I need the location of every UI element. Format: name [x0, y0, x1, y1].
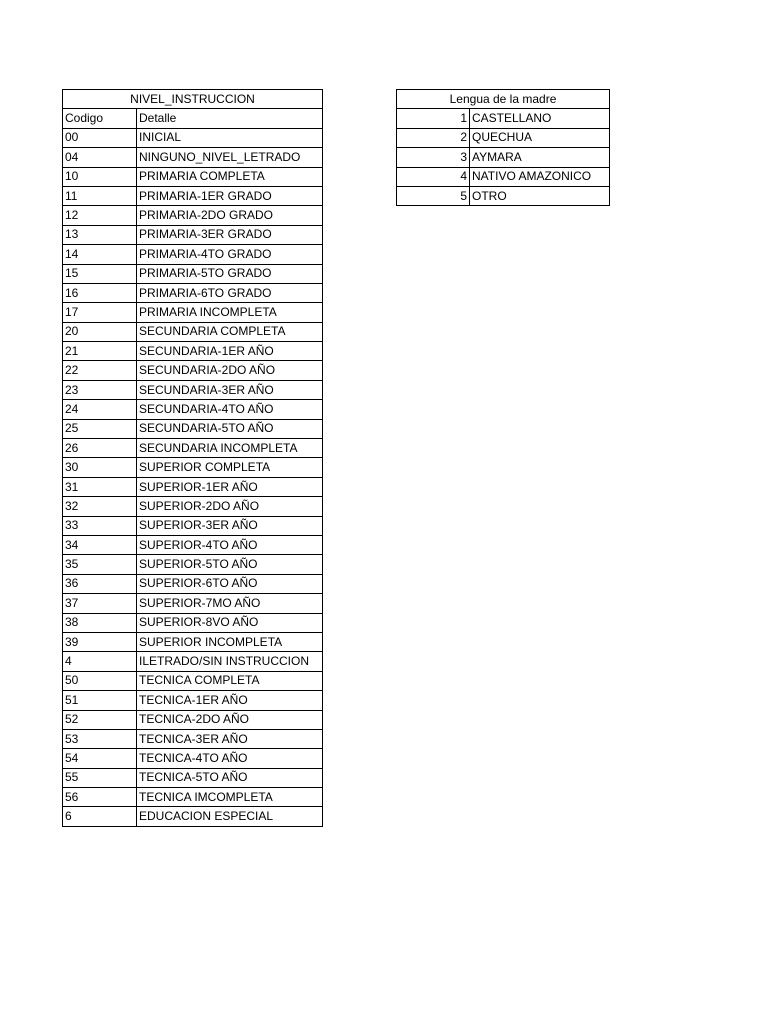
code-cell: 24	[63, 400, 137, 419]
table-row	[63, 380, 323, 399]
code-cell: 36	[63, 574, 137, 593]
code-cell: 4	[397, 167, 470, 186]
table-row	[397, 109, 610, 128]
table-row	[63, 594, 323, 613]
column-header-detalle: Detalle	[137, 109, 323, 128]
code-cell: 13	[63, 225, 137, 244]
detail-cell: SECUNDARIA-3ER AÑO	[137, 380, 323, 399]
table-row	[63, 671, 323, 690]
code-cell: 17	[63, 303, 137, 322]
code-cell: 51	[63, 691, 137, 710]
detail-cell: SECUNDARIA-4TO AÑO	[137, 400, 323, 419]
detail-cell: PRIMARIA-2DO GRADO	[137, 206, 323, 225]
code-cell: 30	[63, 458, 137, 477]
detail-cell: SUPERIOR-4TO AÑO	[137, 535, 323, 554]
detail-cell: SECUNDARIA-5TO AÑO	[137, 419, 323, 438]
table-row	[63, 710, 323, 729]
table-row	[63, 439, 323, 458]
code-cell: 52	[63, 710, 137, 729]
detail-cell: SUPERIOR-7MO AÑO	[137, 594, 323, 613]
lengua-madre-table	[396, 89, 610, 206]
code-cell: 4	[63, 652, 137, 671]
table-row	[63, 768, 323, 787]
table-title-row	[397, 90, 610, 109]
detail-cell: NINGUNO_NIVEL_LETRADO	[137, 148, 323, 167]
code-cell: 31	[63, 477, 137, 496]
code-cell: 23	[63, 380, 137, 399]
table-row	[63, 206, 323, 225]
table-row	[63, 322, 323, 341]
code-cell: 38	[63, 613, 137, 632]
table-row	[63, 148, 323, 167]
table-row	[63, 342, 323, 361]
code-cell: 26	[63, 439, 137, 458]
detail-cell: TECNICA COMPLETA	[137, 671, 323, 690]
detail-cell: SUPERIOR-6TO AÑO	[137, 574, 323, 593]
code-cell: 3	[397, 148, 470, 167]
column-header-codigo: Codigo	[63, 109, 137, 128]
table-row	[63, 186, 323, 205]
table-row	[63, 632, 323, 651]
detail-cell: QUECHUA	[470, 128, 610, 147]
code-cell: 21	[63, 342, 137, 361]
detail-cell: PRIMARIA INCOMPLETA	[137, 303, 323, 322]
table-row	[63, 419, 323, 438]
table-row	[63, 245, 323, 264]
table-row	[63, 167, 323, 186]
detail-cell: ILETRADO/SIN INSTRUCCION	[137, 652, 323, 671]
code-cell: 14	[63, 245, 137, 264]
table-row	[63, 477, 323, 496]
detail-cell: PRIMARIA-4TO GRADO	[137, 245, 323, 264]
table-row	[63, 361, 323, 380]
detail-cell: SUPERIOR-3ER AÑO	[137, 516, 323, 535]
nivel-instruccion-table	[62, 89, 323, 827]
detail-cell: OTRO	[470, 186, 610, 205]
code-cell: 32	[63, 497, 137, 516]
table-row	[63, 652, 323, 671]
detail-cell: TECNICA-3ER AÑO	[137, 729, 323, 748]
code-cell: 20	[63, 322, 137, 341]
table-row	[63, 613, 323, 632]
detail-cell: TECNICA-1ER AÑO	[137, 691, 323, 710]
detail-cell: AYMARA	[470, 148, 610, 167]
detail-cell: TECNICA IMCOMPLETA	[137, 788, 323, 807]
table-title: Lengua de la madre	[397, 90, 610, 109]
table-row	[63, 497, 323, 516]
detail-cell: SECUNDARIA INCOMPLETA	[137, 439, 323, 458]
table-row	[63, 535, 323, 554]
table-row	[63, 729, 323, 748]
table-row	[63, 264, 323, 283]
table-row	[63, 574, 323, 593]
code-cell: 55	[63, 768, 137, 787]
code-cell: 53	[63, 729, 137, 748]
table-row	[397, 167, 610, 186]
code-cell: 16	[63, 283, 137, 302]
detail-cell: EDUCACION ESPECIAL	[137, 807, 323, 826]
table-row	[63, 283, 323, 302]
code-cell: 1	[397, 109, 470, 128]
code-cell: 10	[63, 167, 137, 186]
code-cell: 25	[63, 419, 137, 438]
table-row	[63, 516, 323, 535]
detail-cell: SECUNDARIA COMPLETA	[137, 322, 323, 341]
detail-cell: PRIMARIA COMPLETA	[137, 167, 323, 186]
detail-cell: NATIVO AMAZONICO	[470, 167, 610, 186]
detail-cell: TECNICA-2DO AÑO	[137, 710, 323, 729]
detail-cell: PRIMARIA-5TO GRADO	[137, 264, 323, 283]
detail-cell: SUPERIOR COMPLETA	[137, 458, 323, 477]
detail-cell: PRIMARIA-6TO GRADO	[137, 283, 323, 302]
table-row	[397, 148, 610, 167]
code-cell: 35	[63, 555, 137, 574]
code-cell: 6	[63, 807, 137, 826]
table-row	[63, 303, 323, 322]
table-row	[63, 555, 323, 574]
detail-cell: CASTELLANO	[470, 109, 610, 128]
detail-cell: SUPERIOR-1ER AÑO	[137, 477, 323, 496]
detail-cell: TECNICA-5TO AÑO	[137, 768, 323, 787]
detail-cell: PRIMARIA-1ER GRADO	[137, 186, 323, 205]
table-row	[397, 128, 610, 147]
code-cell: 12	[63, 206, 137, 225]
detail-cell: INICIAL	[137, 128, 323, 147]
code-cell: 37	[63, 594, 137, 613]
table-row	[63, 225, 323, 244]
table-title: NIVEL_INSTRUCCION	[63, 90, 323, 109]
detail-cell: SUPERIOR-8VO AÑO	[137, 613, 323, 632]
detail-cell: SECUNDARIA-2DO AÑO	[137, 361, 323, 380]
code-cell: 50	[63, 671, 137, 690]
code-cell: 04	[63, 148, 137, 167]
code-cell: 00	[63, 128, 137, 147]
table-title-row	[63, 90, 323, 109]
detail-cell: SUPERIOR-5TO AÑO	[137, 555, 323, 574]
detail-cell: PRIMARIA-3ER GRADO	[137, 225, 323, 244]
code-cell: 5	[397, 186, 470, 205]
table-row	[63, 458, 323, 477]
table-row	[63, 807, 323, 826]
detail-cell: SUPERIOR INCOMPLETA	[137, 632, 323, 651]
code-cell: 54	[63, 749, 137, 768]
table-row	[63, 400, 323, 419]
code-cell: 56	[63, 788, 137, 807]
detail-cell: TECNICA-4TO AÑO	[137, 749, 323, 768]
code-cell: 39	[63, 632, 137, 651]
code-cell: 15	[63, 264, 137, 283]
code-cell: 33	[63, 516, 137, 535]
table-header-row	[63, 109, 323, 128]
table-row	[63, 749, 323, 768]
table-row	[397, 186, 610, 205]
code-cell: 22	[63, 361, 137, 380]
code-cell: 11	[63, 186, 137, 205]
code-cell: 2	[397, 128, 470, 147]
table-row	[63, 128, 323, 147]
detail-cell: SECUNDARIA-1ER AÑO	[137, 342, 323, 361]
detail-cell: SUPERIOR-2DO AÑO	[137, 497, 323, 516]
table-row	[63, 788, 323, 807]
code-cell: 34	[63, 535, 137, 554]
table-row	[63, 691, 323, 710]
